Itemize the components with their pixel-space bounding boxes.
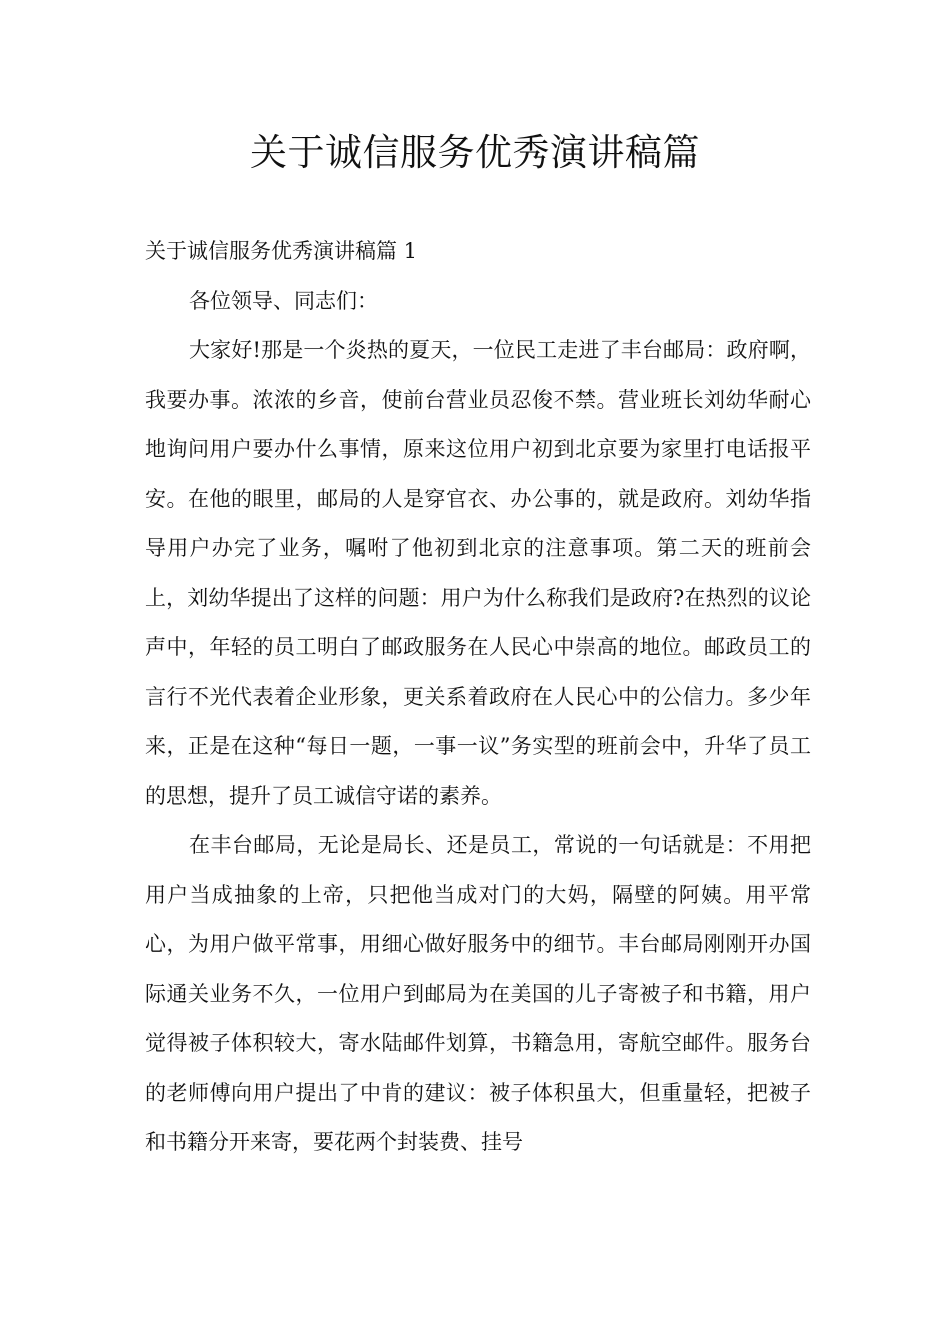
document-body: [145, 227, 811, 1168]
section-heading: 关于诚信服务优秀演讲稿篇 1: [145, 239, 418, 263]
body-paragraph: 大家好!那是一个炎热的夏天，一位民工走进了丰台邮局：政府啊，我要办事。浓浓的乡音，使前台营业员忍俊不禁。营业班长刘幼华耐心地询问用户要办什么事情，原来这位用户初到北京要为家里打电话报平安。在他的眼里，邮局的人是穿官衣、办公事的，就是政府。刘幼华指导用户办完了业务，嘱咐了他初到北京的注意事项。第二天的班前会上，刘幼华提出了这样的问题：用户为什么称我们是政府?在热烈的议论声中，年轻的员工明白了邮政服务在人民心中崇高的地位。邮政员工的言行不光代表着企业形象，更关系着政府在人民心中的公信力。多少年来，正是在这种“每日一题，一事一议”务实型的班前会中，升华了员工的思想，提升了员工诚信守诺的素养。: [145, 338, 811, 808]
body-paragraph: 在丰台邮局，无论是局长、还是员工，常说的一句话就是：不用把用户当成抽象的上帝，只把他当成对门的大妈，隔壁的阿姨。用平常心，为用户做平常事，用细心做好服务中的细节。丰台邮局刚刚开办国际通关业务不久，一位用户到邮局为在美国的儿子寄被子和书籍，用户觉得被子体积较大，寄水陆邮件划算，书籍急用，寄航空邮件。服务台的老师傅向用户提出了中肯的建议：被子体积虽大，但重量轻，把被子和书籍分开来寄，要花两个封装费、挂号: [145, 833, 811, 1154]
document-title: 关于诚信服务优秀演讲稿篇: [250, 131, 700, 174]
salutation-paragraph: 各位领导、同志们：: [189, 288, 378, 313]
